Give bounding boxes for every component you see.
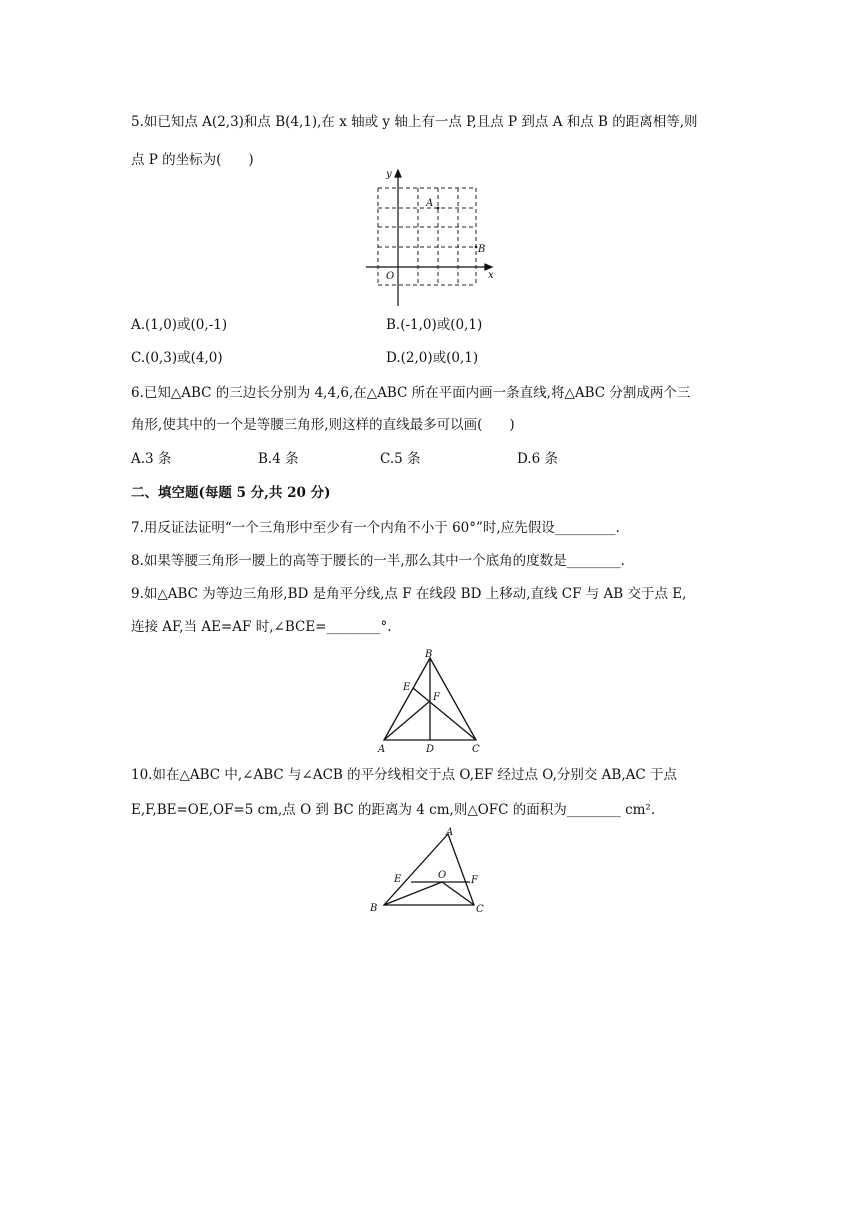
label-o: O xyxy=(438,870,447,881)
label-a: A xyxy=(446,827,454,838)
q6-option-b: B.4 条 xyxy=(258,451,299,467)
q10-line1: 10.如在△ABC 中,∠ABC 与∠ACB 的平分线相交于点 O,EF 经过点 O,分别交 AB,AC 于点 xyxy=(131,767,677,783)
point-a xyxy=(437,207,440,210)
q9-line2: 连接 AF,当 AE=AF 时,∠BCE=________°. xyxy=(131,619,392,635)
label-b: B xyxy=(370,903,378,914)
q5-option-b: B.(-1,0)或(0,1) xyxy=(386,317,483,333)
label-a: A xyxy=(378,744,386,755)
q5-line2: 点 P 的坐标为( ) xyxy=(131,152,254,168)
q5-option-c: C.(0,3)或(4,0) xyxy=(131,350,223,366)
q6-line2: 角形,使其中的一个是等腰三角形,则这样的直线最多可以画( ) xyxy=(131,417,515,433)
q9-line1: 9.如△ABC 为等边三角形,BD 是角平分线,点 F 在线段 BD 上移动,直线 CF 与 AB 交于点 E, xyxy=(131,586,687,602)
label-b: B xyxy=(478,244,486,255)
label-d: D xyxy=(426,744,435,755)
origin-label: O xyxy=(386,271,395,282)
q10-triangle-figure xyxy=(366,822,496,917)
q5-option-d: D.(2,0)或(0,1) xyxy=(386,350,479,366)
q9-triangle-figure xyxy=(372,646,492,756)
q6-line1: 6.已知△ABC 的三边长分别为 4,4,6,在△ABC 所在平面内画一条直线,将△ABC 分割成两个三 xyxy=(131,385,691,401)
point-b xyxy=(475,246,478,249)
q8-text: 8.如果等腰三角形一腰上的高等于腰长的一半,那么其中一个底角的度数是________. xyxy=(131,553,625,569)
label-b: B xyxy=(425,649,433,660)
q5-line1: 5.如已知点 A(2,3)和点 B(4,1),在 x 轴或 y 轴上有一点 P,且点 P 到点 A 和点 B 的距离相等,则 xyxy=(131,114,698,130)
label-c: C xyxy=(476,904,484,915)
label-f: F xyxy=(471,875,478,886)
q5-option-a: A.(1,0)或(0,-1) xyxy=(131,317,228,333)
x-axis-label: x xyxy=(488,270,494,281)
label-e: E xyxy=(403,682,411,693)
q6-option-a: A.3 条 xyxy=(131,451,172,467)
section-heading: 二、填空题(每题 5 分,共 20 分) xyxy=(131,485,331,501)
q5-coordinate-figure xyxy=(360,168,500,308)
label-a: A xyxy=(426,198,434,209)
y-axis-label: y xyxy=(386,169,392,180)
q7-text: 7.用反证法证明“一个三角形中至少有一个内角不小于 60°”时,应先假设_________. xyxy=(131,520,620,536)
q10-line2: E,F,BE=OE,OF=5 cm,点 O 到 BC 的距离为 4 cm,则△OFC 的面积为________ cm². xyxy=(131,802,656,818)
label-c: C xyxy=(472,744,480,755)
q6-option-c: C.5 条 xyxy=(380,451,421,467)
label-e: E xyxy=(394,874,402,885)
q6-option-d: D.6 条 xyxy=(517,451,559,467)
label-f: F xyxy=(433,692,440,703)
